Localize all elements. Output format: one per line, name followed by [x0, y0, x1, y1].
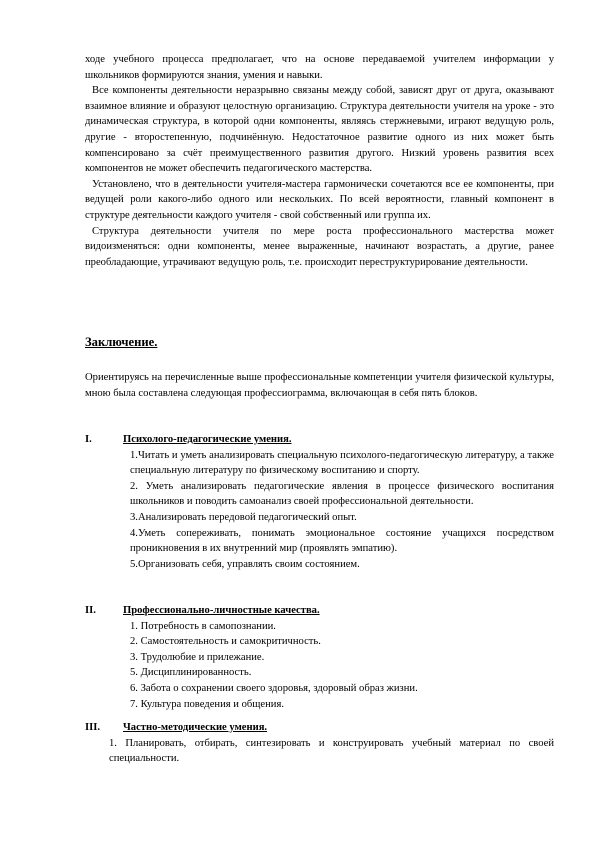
paragraph: Структура деятельности учителя по мере роста профессионального мастерства может видоизменяться: одни компоненты, менее выраженные, начинают возрастать, а другие, ранее преобладающие, утрачивают ведущую роль, т.е. происходит переструктурирование деятельности. [85, 225, 554, 268]
section-title: Частно-методические умения. [123, 722, 268, 733]
section-heading [85, 432, 554, 448]
conclusion-heading-block [85, 334, 554, 350]
list-item: 3. Трудолюбие и прилежание. [130, 651, 265, 663]
list-item: 4.Уметь сопереживать, понимать эмоциональное состояние учащихся посредством проникновения в их внутренний мир (проявлять эмпатию). [130, 527, 554, 555]
list-item: 1. Планировать, отбирать, синтезировать и конструировать учебный материал по своей специальности. [109, 737, 554, 765]
section-heading [85, 720, 554, 736]
list-item: 3.Анализировать передовой педагогический опыт. [130, 511, 357, 523]
section-number: I. [85, 434, 92, 445]
section-title: Профессионально-личностные качества. [123, 605, 320, 616]
section-heading [85, 603, 554, 619]
paragraph: ходе учебного процесса предполагает, что на основе передаваемой учителем информации у школьников формируются знания, умения и навыки. [85, 54, 554, 81]
list-item: 1. Потребность в самопознании. [130, 620, 276, 632]
section-1 [85, 432, 554, 572]
list-item: 5.Организовать себя, управлять своим состоянием. [130, 558, 360, 570]
section-number: II. [85, 605, 96, 616]
section-title: Психолого-педагогические умения. [123, 434, 292, 445]
conclusion-text-block [85, 370, 554, 401]
list-item: 6. Забота о сохранении своего здоровья, здоровый образ жизни. [130, 682, 418, 694]
list-item: 5. Дисциплинированность. [130, 667, 252, 679]
section-2 [85, 603, 554, 712]
list-item: 2. Уметь анализировать педагогические явления в процессе физического воспитания школьников и поводить самоанализ своей профессиональной деятельности. [130, 480, 554, 508]
list-item: 2. Самостоятельность и самокритичность. [130, 636, 321, 648]
section-3 [85, 720, 554, 767]
list-item: 7. Культура поведения и общения. [130, 698, 284, 710]
conclusion-paragraph: Ориентируясь на перечисленные выше профессиональные компетенции учителя физической культуры, мною была составлена следующая профессиограмма, включающая в себя пять блоков. [85, 372, 554, 399]
intro-block [85, 52, 554, 270]
paragraph: Установлено, что в деятельности учителя-мастера гармонически сочетаются все ее компоненты, при ведущей роли какого-либо одного или нескольких. По всей вероятности, главный компонент в структуре деятельности каждого учителя - свой собственный или группа их. [85, 178, 554, 221]
list-item: 1.Читать и уметь анализировать специальную психолого-педагогическую литературу, а также специальную литературу по физическому воспитанию и спорту. [130, 449, 554, 477]
paragraph: Все компоненты деятельности неразрывно связаны между собой, зависят друг от друга, оказывают взаимное влияние и образуют целостную организацию. Структура деятельности учителя на уроке - это динамическая структура, в которой одни компоненты, являясь стержневыми, играют ведущую роль, другие - второстепенную, подчинённую. Недостаточное развитие одного из них может быть компенсировано за счёт преимущественного развития другого. Низкий уровень развития всех компонентов не может обеспечить педагогического мастерства. [85, 85, 554, 175]
section-number: III. [85, 722, 101, 733]
conclusion-title: Заключение. [85, 335, 158, 349]
